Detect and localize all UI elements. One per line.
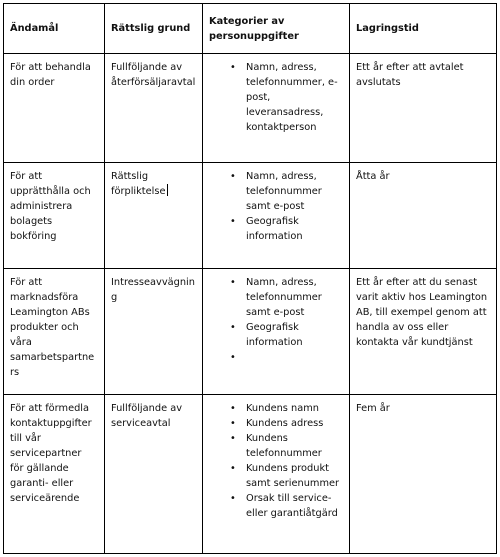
cell-storage: Fem år xyxy=(350,395,497,554)
list-item xyxy=(230,401,343,416)
cell-storage: Ett år efter att du senast varit aktiv hos Leamington AB, till exempel genom att handla av oss eller kontakta vår kundtjänst xyxy=(350,269,497,395)
header-row xyxy=(4,4,497,54)
cell-storage: Åtta år xyxy=(350,163,497,269)
header-purpose: Ändamål xyxy=(4,4,105,54)
cell-categories xyxy=(203,395,350,554)
table-row xyxy=(4,395,497,554)
list-item xyxy=(230,320,343,350)
cell-purpose: För att förmedla kontaktuppgifter till vår servicepartner för gällande garanti- eller serviceärende xyxy=(4,395,105,554)
bullet-icon: • xyxy=(230,216,236,227)
category-list xyxy=(209,169,343,244)
table-row xyxy=(4,163,497,269)
list-item xyxy=(230,491,343,521)
bullet-icon: • xyxy=(230,277,236,288)
cell-purpose: För att behandla din order xyxy=(4,54,105,163)
category-text: Namn, adress, telefonnummer samt e-post xyxy=(246,277,322,318)
category-text: Namn, adress, telefonnummer, e-post, leveransadress, kontaktperson xyxy=(246,62,338,133)
category-list xyxy=(209,401,343,521)
list-item xyxy=(230,416,343,431)
table-row xyxy=(4,54,497,163)
bullet-icon: • xyxy=(230,352,236,363)
category-text: Geografisk information xyxy=(246,322,303,348)
cell-categories xyxy=(203,54,350,163)
list-item xyxy=(230,60,343,135)
list-item xyxy=(230,461,343,491)
list-item xyxy=(230,431,343,461)
header-categories: Kategorier av personuppgifter xyxy=(203,4,350,54)
category-text: Kundens adress xyxy=(246,418,324,429)
bullet-icon: • xyxy=(230,493,236,504)
list-item xyxy=(230,350,343,365)
list-item xyxy=(230,214,343,244)
cell-purpose: För att upprätthålla och administrera bolagets bokföring xyxy=(4,163,105,269)
text-cursor xyxy=(167,184,168,196)
bullet-icon: • xyxy=(230,403,236,414)
bullet-icon: • xyxy=(230,62,236,73)
legal-basis-text: Rättslig förpliktelse xyxy=(111,171,166,197)
bullet-icon: • xyxy=(230,463,236,474)
cell-legal-basis: Intresseavvägning xyxy=(105,269,203,395)
data-processing-table xyxy=(3,3,497,554)
category-text: Kundens telefonnummer xyxy=(246,433,322,459)
header-storage: Lagringstid xyxy=(350,4,497,54)
bullet-icon: • xyxy=(230,433,236,444)
cell-categories xyxy=(203,269,350,395)
category-text: Geografisk information xyxy=(246,216,303,242)
category-list xyxy=(209,60,343,135)
cell-storage: Ett år efter att avtalet avslutats xyxy=(350,54,497,163)
cell-legal-basis: Fullföljande av återförsäljaravtal xyxy=(105,54,203,163)
cell-purpose: För att marknadsföra Leamington ABs produkter och våra samarbetspartners xyxy=(4,269,105,395)
bullet-icon: • xyxy=(230,418,236,429)
category-list xyxy=(209,275,343,365)
cell-categories xyxy=(203,163,350,269)
cell-legal-basis: Fullföljande av serviceavtal xyxy=(105,395,203,554)
category-text: Namn, adress, telefonnummer samt e-post xyxy=(246,171,322,212)
bullet-icon: • xyxy=(230,322,236,333)
category-text: Orsak till service- eller garantiåtgärd xyxy=(246,493,338,519)
table-row xyxy=(4,269,497,395)
category-text: Kundens produkt samt serienummer xyxy=(246,463,340,489)
category-text: Kundens namn xyxy=(246,403,319,414)
header-legal-basis: Rättslig grund xyxy=(105,4,203,54)
list-item xyxy=(230,169,343,214)
cell-legal-basis xyxy=(105,163,203,269)
list-item xyxy=(230,275,343,320)
bullet-icon: • xyxy=(230,171,236,182)
